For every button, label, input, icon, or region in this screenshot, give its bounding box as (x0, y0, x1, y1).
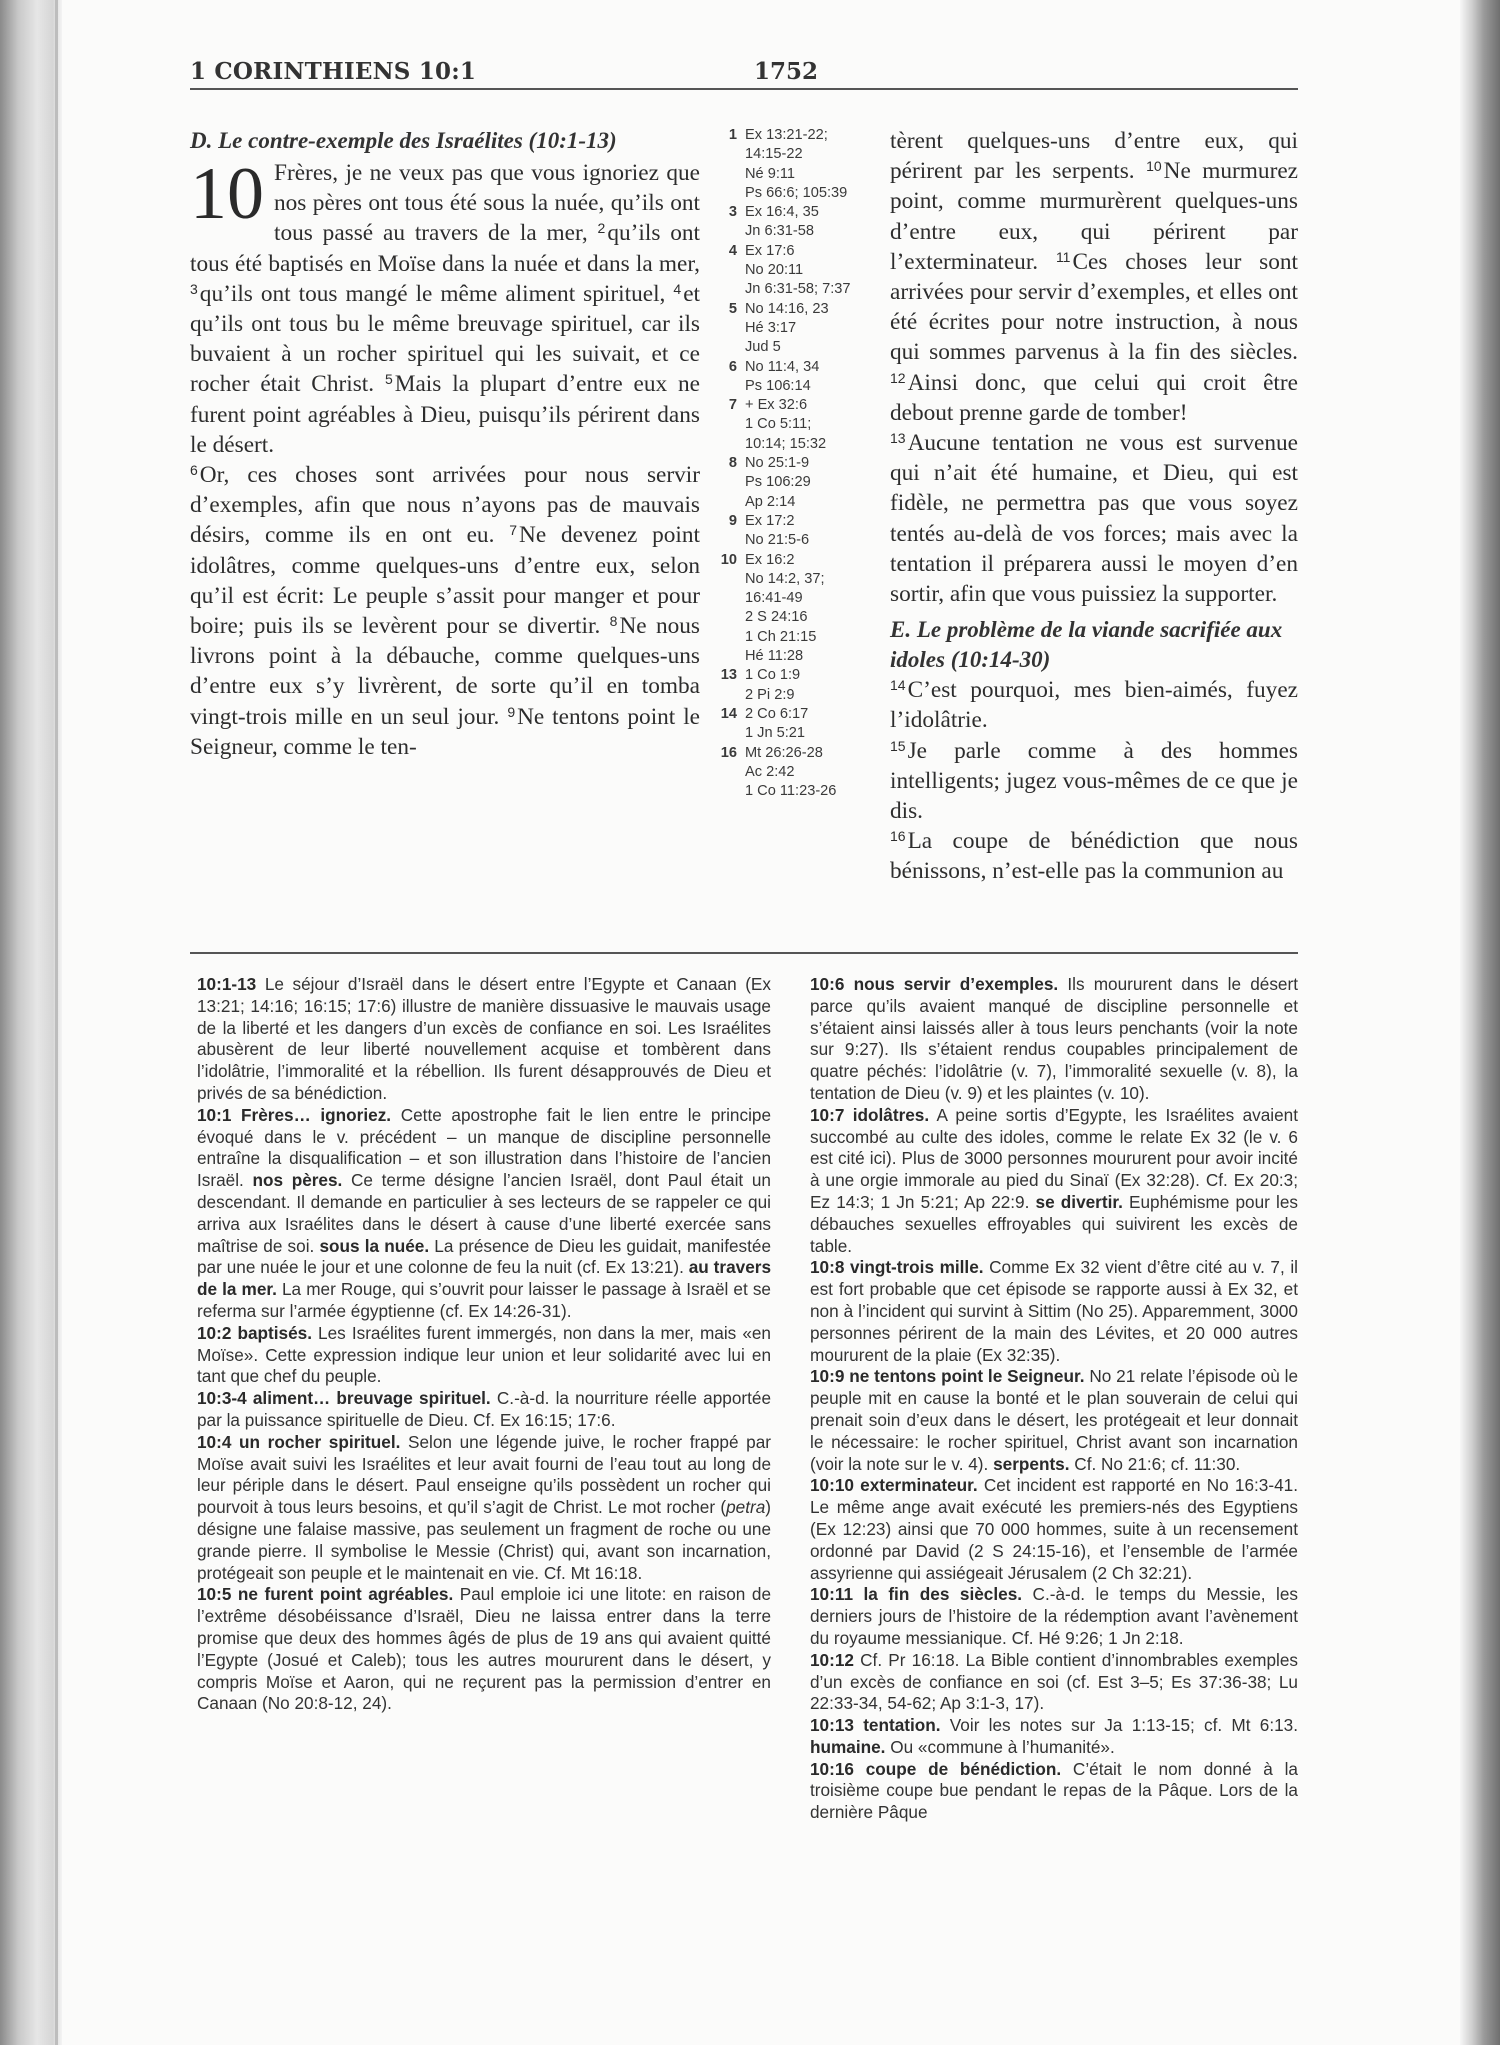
cross-reference-verse-number: 13 (720, 667, 737, 684)
section-heading-d: D. Le contre-exemple des Israélites (10:1-13) (190, 128, 617, 153)
note-text: Comme Ex 32 vient d’être cité au v. 7, il est fort probable que cet épisode se rapporte aussi à Ex 32, et non à l’incident qui survint à Sittim (No 25). Apparemment, 3000 personnes périrent de la main des Lévites, et 20 000 autres moururent de la plaie (Ex 32:35). (810, 1257, 1298, 1365)
cross-reference: No 21:5-6 (745, 532, 810, 549)
cross-reference-verse-number: 6 (728, 358, 737, 375)
bible-text-left-column (190, 126, 700, 762)
cross-reference: Ex 16:4, 35 (745, 204, 819, 221)
cross-reference-verse-number: 3 (728, 204, 737, 221)
note-text: No 21 relate l’épisode où le peuple mit en cause la bonté et le plan souverain de celui qui prenait soin d’eux dans le désert, les protégeait et leur donnait le nécessaire: le rocher spirituel, Christ avant son incarnation (voir la note sur le v. 4). (810, 1366, 1299, 1474)
cross-reference: 2 S 24:16 (745, 609, 808, 626)
verse-number: 2 (597, 220, 606, 237)
note-keyword: serpents. (993, 1453, 1070, 1474)
bible-page (190, 56, 1298, 2016)
note-text: Euphémisme pour les débauches sexuelles effroyables qui suivirent les excès de table. (810, 1191, 1298, 1256)
running-head (190, 56, 1298, 90)
section-heading-e: E. Le problème de la viande sacrifiée aux idoles (10:14-30) (890, 617, 1283, 673)
verse-text: Ne devenez point idolâtres, comme quelques-uns d’entre eux, selon qu’il est écrit: Le peuple s’assit pour manger et pour boire; puis ils se levèrent pour se divertir. (190, 522, 701, 640)
study-note (197, 1584, 771, 1715)
cross-reference: 1 Ch 21:15 (745, 628, 817, 645)
study-note (197, 1323, 771, 1388)
cross-reference: Ac 2:42 (745, 763, 795, 780)
book-binding-right-edge (1460, 0, 1500, 2045)
cross-reference-list (745, 666, 883, 705)
cross-reference-group (713, 358, 883, 397)
study-note (197, 1432, 771, 1585)
cross-reference: Né 9:11 (745, 165, 796, 182)
note-keyword: 10:16 coupe de bénédiction. (810, 1758, 1062, 1779)
cross-reference-verse-number: 1 (728, 127, 737, 143)
cross-reference-verse-number: 16 (720, 744, 737, 761)
verse-text: C’est pourquoi, mes bien-aimés, fuyez l’idolâtrie. (890, 677, 1298, 734)
verse-text: Ne tentons point le Seigneur, comme le ten- (190, 703, 701, 760)
verse-13-block (890, 428, 1298, 609)
note-text: C’était le nom donné à la troisième coupe bue pendant le repas de la Pâque. Lors de la dernière Pâque (810, 1758, 1298, 1823)
study-note (197, 974, 771, 1105)
verse-text: Ainsi donc, que celui qui croit être debout prenne garde de tomber! (890, 369, 1298, 426)
cross-reference: Hé 11:28 (745, 648, 804, 665)
verse-number: 3 (190, 280, 198, 297)
cross-reference: 1 Co 5:11; (745, 416, 812, 433)
cross-reference-verse-number: 14 (720, 705, 737, 722)
cross-reference-group (713, 705, 883, 744)
note-keyword: nos pères. (252, 1170, 343, 1191)
cross-reference: Hé 3:17 (745, 319, 797, 336)
verse-continuation: tèrent quelques-uns d’entre eux, qui périrent par les serpents. (890, 128, 1298, 185)
cross-reference-list (745, 358, 883, 397)
cross-reference-group (713, 666, 883, 705)
note-text: C.-à-d. le temps du Messie, les derniers jours de l’histoire de la rédemption avant l’avènement du royaume messianique. Cf. Hé 9:26; 1 Jn 2:18. (810, 1584, 1298, 1648)
note-text: Le séjour d’Israël dans le désert entre l’Egypte et Canaan (Ex 13:21; 14:16; 16:15; 17:6) illustre de manière dissuasive le mauvais usage de la liberté et les dangers d’un excès de confiance en soi. Les Israélites abusèrent de leur liberté nouvellement acquise et tombèrent dans l’idolâtrie, l’immoralité et la rébellion. Ils furent désapprouvés de Dieu et privés de sa bénédiction. (197, 974, 771, 1103)
cross-reference: No 11:4, 34 (745, 358, 820, 375)
study-note (810, 1715, 1298, 1759)
note-keyword: au travers de la mer. (197, 1257, 772, 1300)
note-text: A peine sortis d’Egypte, les Israélites avaient succombé au culte des idoles, comme le relate Ex 32 (le v. 6 est cité ici). Plus de 3000 personnes moururent pour avoir incité à une orgie immorale au pied du Sinaï (Ex 32:28). Cf. Ex 20:3; Ez 14:3; 1 Jn 5:21; Ap 22:9. (810, 1104, 1298, 1212)
cross-reference: Ex 17:2 (745, 512, 795, 529)
verse-text: Aucune tentation ne vous est survenue qui n’ait été humaine, et Dieu, qui est fidèle, ne permettra pas que vous soyez tentés au-delà de vos forces; mais avec la tentation il préparera aussi le moyen d’en sortir, afin que vous puissiez la supporter. (890, 430, 1298, 608)
verse-list-right-a (890, 126, 1298, 428)
cross-reference-verse-number: 10 (720, 551, 737, 568)
verse-number: 16 (890, 828, 906, 845)
note-text: Paul emploie ici une litote: en raison de l’extrême désobéissance d’Israël, Dieu ne laissa entrer dans la terre promise que deux des hommes âgés de plus de 19 ans qui avaient quitté l’Egypte (Josué et Caleb); tous les autres moururent dans le désert, y compris Moïse et Aaron, qui ne reçurent pas la permission d’entrer en Canaan (No 20:8-12, 24). (197, 1584, 772, 1714)
verse-text: Ces choses leur sont arrivées pour servir d’exemples, et elles ont été écrites pour notre instruction, à nous qui sommes parvenus à la fin des siècles. (890, 248, 1298, 366)
study-note (197, 1105, 771, 1323)
cross-reference: 1 Co 1:9 (745, 667, 801, 684)
note-keyword: 10:10 exterminateur. (810, 1475, 978, 1496)
page-number: 1752 (754, 58, 819, 85)
cross-reference: Jud 5 (745, 339, 781, 356)
note-keyword: 10:3-4 aliment… breuvage spirituel. (197, 1388, 491, 1409)
cross-reference-verse-number: 5 (728, 300, 737, 317)
note-keyword: 10:4 un rocher spirituel. (197, 1431, 401, 1452)
note-text: Cf. Pr 16:18. La Bible contient d’innombrables exemples d’un excès de confiance en soi (cf. Est 3–5; Es 37:36-38; Lu 22:33-34, 54-62; Ap 3:1-3, 17). (810, 1649, 1298, 1714)
verse-number: 8 (609, 613, 618, 630)
cross-reference-list (745, 396, 883, 454)
chapter-10-body (190, 153, 701, 762)
verse-text: Mais la plupart d’entre eux ne furent point agréables à Dieu, puisqu’ils périrent dans le désert. (190, 371, 701, 458)
cross-reference: 2 Pi 2:9 (745, 686, 795, 703)
cross-reference: Ex 17:6 (745, 242, 795, 259)
cross-reference: 10:14; 15:32 (745, 435, 827, 452)
cross-reference: Ps 66:6; 105:39 (745, 184, 848, 201)
verse-number: 13 (890, 430, 906, 447)
cross-reference-group (713, 203, 883, 242)
cross-reference: 1 Jn 5:21 (745, 725, 806, 742)
cross-reference-group (713, 242, 883, 300)
cross-reference-verse-number: 7 (728, 397, 737, 414)
cross-reference: Ps 106:29 (745, 474, 811, 491)
cross-reference-list (745, 126, 883, 203)
cross-reference: 1 Co 11:23-26 (745, 783, 837, 800)
verse-text: La coupe de bénédiction que nous bénissons, n’est-elle pas la communion au (890, 828, 1298, 885)
verse-number: 6 (190, 462, 198, 479)
study-note (810, 1366, 1298, 1475)
cross-reference: 2 Co 6:17 (745, 705, 809, 722)
verse-list-right-b (890, 675, 1298, 886)
verse-number: 4 (673, 280, 682, 297)
verse-number: 14 (890, 677, 906, 694)
note-keyword: 10:13 tentation. (810, 1715, 941, 1736)
verse-text: qu’ils ont tous été baptisés en Moïse dans la nuée et dans la mer, (190, 220, 701, 277)
cross-reference: No 14:16, 23 (745, 300, 829, 317)
cross-reference-list (745, 300, 883, 358)
cross-reference: 16:41-49 (745, 590, 803, 607)
note-keyword: 10:11 la fin des siècles. (810, 1584, 1023, 1605)
cross-reference: + Ex 32:6 (745, 397, 808, 414)
study-note (810, 1475, 1298, 1584)
cross-reference-group (713, 396, 883, 454)
note-text: Ce terme désigne l’ancien Israël, dont Paul était un descendant. Il demande en particulier à ses lecteurs de se rappeler ce qui arriva aux Israélites dans le désert à cause d’une liberté exercée sans maîtrise de soi. (197, 1170, 771, 1256)
cross-reference-list (745, 512, 883, 551)
note-text: ) désigne une falaise massive, pas seulement un fragment de roche ou une grande pierre. Il symbolise le Messie (Christ) qui, avant son incarnation, protégeait son peuple et le maintenait en vie. Cf. Mt 16:18. (197, 1497, 771, 1583)
study-note (810, 1584, 1298, 1649)
verse-number: 5 (384, 371, 393, 388)
study-note (810, 1257, 1298, 1366)
note-text: Ils moururent dans le désert parce qu’ils avaient manqué de discipline personnelle et s’étaient ainsi laissés aller à tous leurs penchants (voir la note sur 9:27). Ils s’étaient rendus coupables principalement de quatre péchés: l’idolâtrie (v. 7), l’immoralité sexuelle (v. 8), la tentation de Dieu (v. 9) et les plaintes (v. 10). (810, 974, 1298, 1103)
verse-list-left (190, 153, 701, 760)
note-keyword: 10:9 ne tentons point le Seigneur. (810, 1366, 1085, 1387)
note-italic-term: petra (726, 1497, 766, 1518)
note-keyword: humaine. (810, 1736, 886, 1757)
verse-number: 7 (509, 522, 518, 539)
note-keyword: 10:2 baptisés. (197, 1322, 312, 1343)
verse-line (890, 736, 1298, 827)
verse-number: 10 (1146, 158, 1162, 175)
verse-text: Ne murmurez point, comme murmurèrent quelques-uns d’entre eux, qui périrent par l’exterminateur. (890, 158, 1299, 275)
bible-text-right-column (890, 126, 1298, 887)
note-text: Voir les notes sur Ja 1:13-15; cf. Mt 6:13. (940, 1715, 1298, 1736)
verse-text: et qu’ils ont tous bu le même breuvage spirituel, car ils buvaient à un rocher spirituel qui les suivait, et ce rocher était Christ. (190, 280, 701, 398)
cross-reference-list (745, 705, 883, 744)
note-keyword: 10:6 nous servir d’exemples. (810, 974, 1059, 994)
note-text: La mer Rouge, qui s’ouvrit pour laisser le passage à Israël et se referma sur l’armée égyptienne (cf. Ex 14:26-31). (197, 1279, 771, 1321)
verse-text: qu’ils ont tous mangé le même aliment spirituel, (199, 280, 666, 307)
cross-reference-group (713, 300, 883, 358)
cross-reference: Ex 16:2 (745, 551, 795, 568)
verse-line (890, 826, 1298, 886)
cross-reference-group (713, 551, 883, 667)
study-note (810, 1650, 1298, 1715)
verse-line (890, 675, 1298, 735)
cross-reference-group (713, 454, 883, 512)
cross-reference: Jn 6:31-58; 7:37 (745, 281, 851, 298)
cross-reference: Ex 13:21-22; (745, 127, 828, 143)
cross-references-column (713, 126, 883, 801)
cross-reference-group (713, 512, 883, 551)
verse-text: Frères, je ne veux pas que vous ignoriez que nos pères ont tous été sous la nuée, qu’ils ont tous passé au travers de la mer, (274, 160, 700, 247)
study-note (810, 974, 1298, 1105)
cross-reference-verse-number: 4 (728, 242, 737, 259)
cross-reference-group (713, 126, 883, 203)
note-keyword: 10:7 idolâtres. (810, 1104, 930, 1125)
cross-reference: Ps 106:14 (745, 377, 811, 394)
note-keyword: 10:1-13 (197, 974, 257, 994)
notes-divider-rule (190, 952, 1298, 954)
note-text: Selon une légende juive, le rocher frappé par Moïse avait suivi les Israélites et leur avait fourni de l’eau tout au long de leur périple dans le désert. Paul enseigne qu’ils possèdent un rocher qui pourvoit à tous leurs besoins, et qu’il s’agit de Christ. Le mot rocher ( (197, 1431, 771, 1518)
cross-reference-list (745, 744, 883, 802)
book-chapter-title: 1 CORINTHIENS 10:1 (190, 58, 477, 85)
note-keyword: 10:5 ne furent point agréables. (197, 1584, 454, 1605)
verse-text: Ne nous livrons point à la débauche, comme quelques-uns d’entre eux s’y livrèrent, de sorte qu’il en tomba vingt-trois mille en un seul jour. (190, 613, 700, 730)
cross-reference: 14:15-22 (745, 146, 803, 163)
note-text: Les Israélites furent immergés, non dans la mer, mais «en Moïse». Cette expression indique leur union et leur solidarité avec lui en tant que chef du peuple. (197, 1322, 771, 1387)
note-keyword: se divertir. (1035, 1191, 1123, 1212)
note-keyword: sous la nuée. (319, 1235, 430, 1256)
note-text: La présence de Dieu les guidait, manifestée par une nuée le jour et une colonne de feu la nuit (cf. Ex 13:21). (197, 1235, 772, 1278)
study-note (810, 1105, 1298, 1258)
cross-reference: No 25:1-9 (745, 455, 810, 472)
cross-reference: No 14:2, 37; (745, 570, 825, 587)
chapter-number: 10 (190, 153, 264, 235)
cross-reference-group (713, 744, 883, 802)
note-text: Cette apostrophe fait le lien entre le principe évoqué dans le v. précédent – un manque de discipline personnelle entraîne la disqualification – et son illustration dans l’histoire de l’ancien Israël. (197, 1104, 772, 1191)
cross-reference: Mt 26:26-28 (745, 744, 823, 761)
cross-reference-verse-number: 8 (728, 455, 737, 472)
cross-reference-list (745, 551, 883, 667)
note-text: Cet incident est rapporté en No 16:3-41. Le même ange avait exécuté les premiers-nés des Egyptiens (Ex 12:23) ainsi que 70 000 hommes, suite à un recensement ordonné par David (2 S 24:15-16), et l’ensemble de l’armée assyrienne qui assiégeait Jérusalem (2 Ch 32:21). (810, 1475, 1298, 1583)
book-binding-left-edge (0, 0, 62, 2045)
verse-number: 9 (507, 703, 516, 720)
verse-number: 11 (1055, 248, 1071, 265)
note-keyword: 10:12 (810, 1649, 854, 1670)
cross-reference: No 20:11 (745, 262, 804, 279)
note-text: Ou «commune à l’humanité». (885, 1736, 1115, 1757)
cross-reference-verse-number: 9 (728, 512, 737, 529)
study-notes-right-column (810, 974, 1298, 1824)
verse-text: Or, ces choses sont arrivées pour nous servir d’exemples, afin que nous n’ayons pas de mauvais désirs, comme ils en ont eu. (190, 462, 700, 549)
note-text: Cf. No 21:6; cf. 11:30. (1069, 1453, 1241, 1474)
note-text: C.-à-d. la nourriture réelle apportée par la puissance spirituelle de Dieu. Cf. Ex 16:15; 17:6. (197, 1388, 772, 1430)
study-notes-left-column (197, 974, 771, 1715)
cross-reference-list (745, 242, 883, 300)
cross-reference-list (745, 203, 883, 242)
cross-reference: Ap 2:14 (745, 493, 796, 510)
note-keyword: 10:1 Frères… ignoriez. (197, 1104, 392, 1125)
study-note (197, 1388, 771, 1432)
study-note (810, 1759, 1298, 1824)
cross-reference: Jn 6:31-58 (745, 223, 814, 240)
note-keyword: 10:8 vingt-trois mille. (810, 1257, 984, 1278)
verse-text: Je parle comme à des hommes intelligents; jugez vous-mêmes de ce que je dis. (890, 737, 1298, 825)
verse-number: 15 (890, 737, 906, 754)
verse-number: 12 (890, 369, 906, 386)
cross-reference-list (745, 454, 883, 512)
